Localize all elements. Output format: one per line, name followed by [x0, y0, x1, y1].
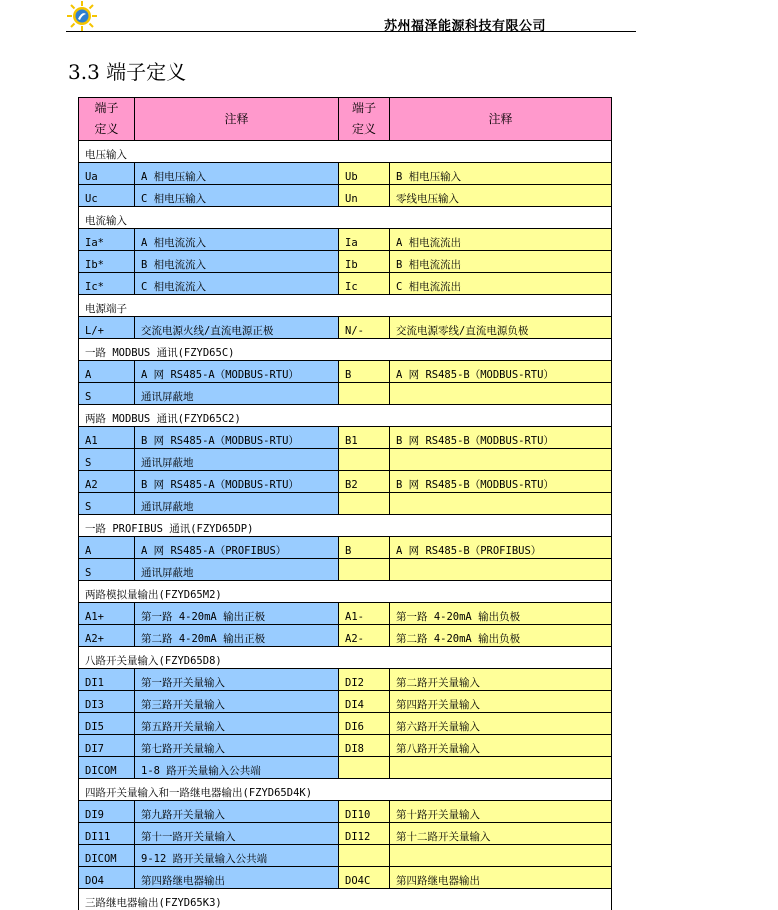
- table-header-cell: 端子 定义: [79, 98, 135, 141]
- table-row: [79, 185, 612, 207]
- terminal-name-cell: A1+: [79, 603, 135, 625]
- description-cell: 1-8 路开关量输入公共端: [135, 757, 339, 779]
- table-row: [79, 163, 612, 185]
- section-label: 四路开关量输入和一路继电器输出(FZYD65D4K): [79, 779, 612, 801]
- terminal-name-cell: DI9: [79, 801, 135, 823]
- description-cell: [390, 845, 612, 867]
- description-cell: 第三路开关量输入: [135, 691, 339, 713]
- terminal-name-cell: L/+: [79, 317, 135, 339]
- terminal-name-cell: S: [79, 493, 135, 515]
- description-cell: A 网 RS485-B（MODBUS-RTU）: [390, 361, 612, 383]
- description-cell: B 相电流流入: [135, 251, 339, 273]
- terminal-name-cell: B: [339, 537, 390, 559]
- table-row: [79, 449, 612, 471]
- section-row: [79, 515, 612, 537]
- terminal-name-cell: DI4: [339, 691, 390, 713]
- table-row: [79, 317, 612, 339]
- description-cell: 第二路 4-20mA 输出负极: [390, 625, 612, 647]
- description-cell: 第六路开关量输入: [390, 713, 612, 735]
- terminal-name-cell: DI11: [79, 823, 135, 845]
- description-cell: A 相电压输入: [135, 163, 339, 185]
- terminal-name-cell: B1: [339, 427, 390, 449]
- terminal-name-cell: Un: [339, 185, 390, 207]
- section-label: 电流输入: [79, 207, 612, 229]
- terminal-name-cell: DI8: [339, 735, 390, 757]
- table-header-cell: 注释: [135, 98, 339, 141]
- table-row: [79, 493, 612, 515]
- description-cell: 通讯屏蔽地: [135, 493, 339, 515]
- description-cell: 第八路开关量输入: [390, 735, 612, 757]
- section-row: [79, 295, 612, 317]
- description-cell: C 相电流流出: [390, 273, 612, 295]
- section-label: 八路开关量输入(FZYD65D8): [79, 647, 612, 669]
- terminal-name-cell: Ib*: [79, 251, 135, 273]
- description-cell: 第九路开关量输入: [135, 801, 339, 823]
- description-cell: 第四路开关量输入: [390, 691, 612, 713]
- terminal-name-cell: [339, 383, 390, 405]
- description-cell: 第一路开关量输入: [135, 669, 339, 691]
- description-cell: B 网 RS485-A（MODBUS-RTU）: [135, 427, 339, 449]
- company-name: 苏州福泽能源科技有限公司: [384, 15, 546, 34]
- section-row: [79, 207, 612, 229]
- table-row: [79, 273, 612, 295]
- description-cell: B 网 RS485-B（MODBUS-RTU）: [390, 427, 612, 449]
- section-label: 电压输入: [79, 141, 612, 163]
- terminal-name-cell: Ia*: [79, 229, 135, 251]
- terminal-name-cell: A: [79, 537, 135, 559]
- description-cell: 第十路开关量输入: [390, 801, 612, 823]
- description-cell: C 相电压输入: [135, 185, 339, 207]
- table-row: [79, 471, 612, 493]
- terminal-name-cell: A2+: [79, 625, 135, 647]
- table-row: [79, 559, 612, 581]
- description-cell: A 相电流流入: [135, 229, 339, 251]
- table-row: [79, 735, 612, 757]
- description-cell: 第五路开关量输入: [135, 713, 339, 735]
- description-cell: 第四路继电器输出: [135, 867, 339, 889]
- table-row: [79, 823, 612, 845]
- terminal-name-cell: A1: [79, 427, 135, 449]
- terminal-name-cell: Ua: [79, 163, 135, 185]
- description-cell: 第十一路开关量输入: [135, 823, 339, 845]
- terminal-name-cell: [339, 757, 390, 779]
- terminal-name-cell: Ia: [339, 229, 390, 251]
- terminal-name-cell: S: [79, 383, 135, 405]
- description-cell: B 相电流流出: [390, 251, 612, 273]
- description-cell: 第十二路开关量输入: [390, 823, 612, 845]
- terminal-name-cell: DI5: [79, 713, 135, 735]
- terminal-name-cell: [339, 845, 390, 867]
- terminal-name-cell: A2-: [339, 625, 390, 647]
- terminal-name-cell: [339, 449, 390, 471]
- terminal-name-cell: DI7: [79, 735, 135, 757]
- section-row: [79, 581, 612, 603]
- terminal-name-cell: DICOM: [79, 845, 135, 867]
- description-cell: A 相电流流出: [390, 229, 612, 251]
- description-cell: 第一路 4-20mA 输出正极: [135, 603, 339, 625]
- table-row: [79, 669, 612, 691]
- table-row: [79, 361, 612, 383]
- terminal-name-cell: DO4: [79, 867, 135, 889]
- terminal-name-cell: Ic*: [79, 273, 135, 295]
- header-divider: [66, 31, 636, 32]
- section-row: [79, 779, 612, 801]
- table-row: [79, 801, 612, 823]
- table-row: [79, 427, 612, 449]
- description-cell: 第二路 4-20mA 输出正极: [135, 625, 339, 647]
- terminal-name-cell: S: [79, 449, 135, 471]
- terminal-name-cell: Ib: [339, 251, 390, 273]
- description-cell: 第七路开关量输入: [135, 735, 339, 757]
- section-label: 两路模拟量输出(FZYD65M2): [79, 581, 612, 603]
- table-row: [79, 691, 612, 713]
- terminal-name-cell: Ub: [339, 163, 390, 185]
- description-cell: 第一路 4-20mA 输出负极: [390, 603, 612, 625]
- table-row: [79, 625, 612, 647]
- description-cell: A 网 RS485-A（PROFIBUS）: [135, 537, 339, 559]
- description-cell: 第二路开关量输入: [390, 669, 612, 691]
- terminal-name-cell: DO4C: [339, 867, 390, 889]
- section-label: 三路继电器输出(FZYD65K3): [79, 889, 612, 910]
- table-row: [79, 251, 612, 273]
- sun-logo-icon: [66, 0, 98, 32]
- section-row: [79, 339, 612, 361]
- section-row: [79, 647, 612, 669]
- table-row: [79, 867, 612, 889]
- description-cell: [390, 449, 612, 471]
- terminal-name-cell: [339, 493, 390, 515]
- table-row: [79, 229, 612, 251]
- section-label: 一路 PROFIBUS 通讯(FZYD65DP): [79, 515, 612, 537]
- description-cell: 交流电源火线/直流电源正极: [135, 317, 339, 339]
- description-cell: B 网 RS485-A（MODBUS-RTU）: [135, 471, 339, 493]
- table-header-cell: 端子 定义: [339, 98, 390, 141]
- table-row: [79, 383, 612, 405]
- terminal-name-cell: DI2: [339, 669, 390, 691]
- section-row: [79, 405, 612, 427]
- terminal-name-cell: B2: [339, 471, 390, 493]
- description-cell: 交流电源零线/直流电源负极: [390, 317, 612, 339]
- description-cell: [390, 383, 612, 405]
- terminal-name-cell: B: [339, 361, 390, 383]
- table-row: [79, 713, 612, 735]
- terminal-name-cell: DI1: [79, 669, 135, 691]
- terminal-definition-table: [78, 97, 612, 910]
- section-row: [79, 889, 612, 910]
- terminal-name-cell: S: [79, 559, 135, 581]
- section-label: 一路 MODBUS 通讯(FZYD65C): [79, 339, 612, 361]
- table-row: [79, 603, 612, 625]
- description-cell: [390, 757, 612, 779]
- terminal-name-cell: DI10: [339, 801, 390, 823]
- description-cell: C 相电流流入: [135, 273, 339, 295]
- table-header-row: [79, 98, 612, 141]
- terminal-name-cell: A1-: [339, 603, 390, 625]
- table-row: [79, 845, 612, 867]
- description-cell: A 网 RS485-B（PROFIBUS）: [390, 537, 612, 559]
- section-label: 两路 MODBUS 通讯(FZYD65C2): [79, 405, 612, 427]
- terminal-name-cell: A: [79, 361, 135, 383]
- description-cell: [390, 559, 612, 581]
- table-row: [79, 537, 612, 559]
- description-cell: 通讯屏蔽地: [135, 449, 339, 471]
- terminal-name-cell: [339, 559, 390, 581]
- section-label: 电源端子: [79, 295, 612, 317]
- description-cell: 零线电压输入: [390, 185, 612, 207]
- table-header-cell: 注释: [390, 98, 612, 141]
- description-cell: A 网 RS485-A（MODBUS-RTU）: [135, 361, 339, 383]
- terminal-name-cell: A2: [79, 471, 135, 493]
- description-cell: B 网 RS485-B（MODBUS-RTU）: [390, 471, 612, 493]
- section-row: [79, 141, 612, 163]
- description-cell: B 相电压输入: [390, 163, 612, 185]
- terminal-name-cell: DICOM: [79, 757, 135, 779]
- terminal-name-cell: N/-: [339, 317, 390, 339]
- section-title: 3.3 端子定义: [68, 56, 186, 85]
- description-cell: 9-12 路开关量输入公共端: [135, 845, 339, 867]
- terminal-name-cell: DI3: [79, 691, 135, 713]
- terminal-name-cell: DI6: [339, 713, 390, 735]
- terminal-name-cell: DI12: [339, 823, 390, 845]
- description-cell: 通讯屏蔽地: [135, 559, 339, 581]
- terminal-name-cell: Uc: [79, 185, 135, 207]
- description-cell: [390, 493, 612, 515]
- description-cell: 通讯屏蔽地: [135, 383, 339, 405]
- terminal-name-cell: Ic: [339, 273, 390, 295]
- description-cell: 第四路继电器输出: [390, 867, 612, 889]
- table-row: [79, 757, 612, 779]
